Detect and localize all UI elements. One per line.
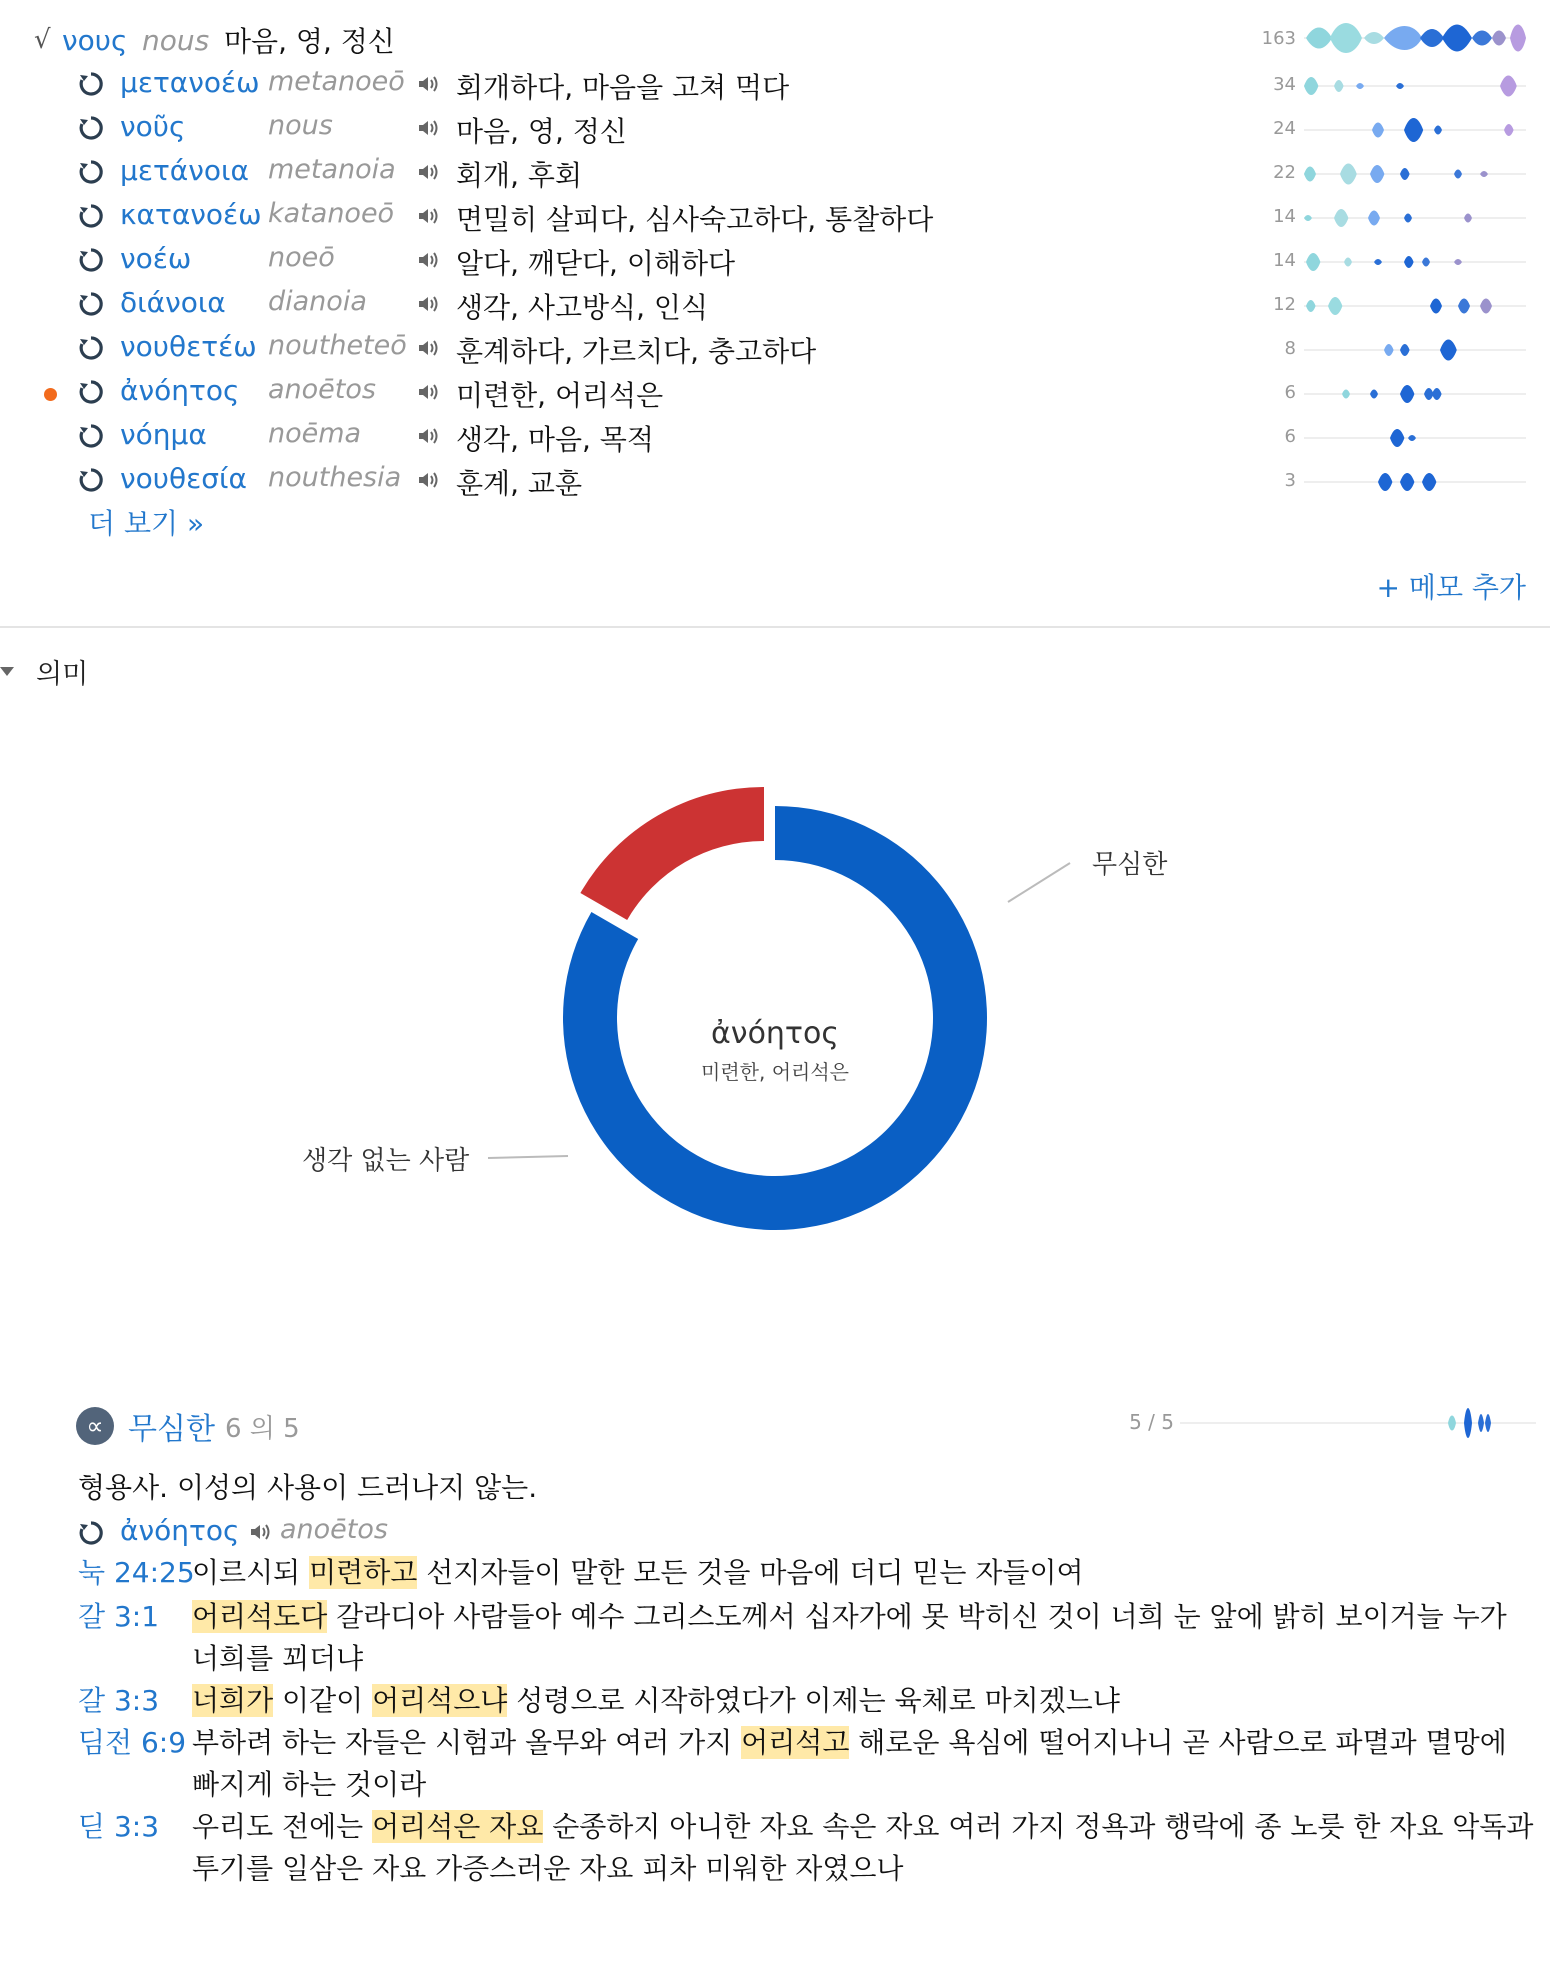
word-gloss: 면밀히 살피다, 심사숙고하다, 통찰하다 xyxy=(456,203,934,236)
word-gloss: 생각, 사고방식, 인식 xyxy=(456,291,708,324)
word-greek[interactable]: κατανοέω xyxy=(120,198,262,231)
meaning-donut-chart xyxy=(0,700,1550,1320)
word-count: 24 xyxy=(1273,118,1296,139)
word-gloss: 알다, 깨닫다, 이해하다 xyxy=(456,247,736,280)
verse-highlight: 미련하고 xyxy=(309,1556,418,1589)
speaker-icon[interactable] xyxy=(416,468,440,492)
leader-line-0 xyxy=(1008,863,1070,902)
lemma-transliteration: anoētos xyxy=(280,1514,388,1545)
lemma-cycle-icon xyxy=(78,1520,104,1546)
word-transliteration: katanoeō xyxy=(268,198,395,229)
verse-highlight: 어리석도다 xyxy=(192,1600,328,1633)
related-word-row[interactable] xyxy=(0,284,1530,328)
verse-highlight: 어리석고 xyxy=(741,1726,850,1759)
speaker-icon[interactable] xyxy=(416,424,440,448)
related-word-row[interactable] xyxy=(0,108,1530,152)
verse-reference[interactable]: 딤전 6:9 xyxy=(78,1726,187,1759)
word-count: 34 xyxy=(1273,74,1296,95)
verse-reference[interactable]: 갈 3:1 xyxy=(78,1600,160,1633)
verse-reference[interactable]: 눅 24:25 xyxy=(78,1556,195,1589)
section-title: 의미 xyxy=(36,659,89,690)
word-count: 6 xyxy=(1284,426,1296,447)
cycle-icon xyxy=(78,115,104,141)
root-icon: √ xyxy=(34,25,51,55)
sense-name[interactable]: 무심한 xyxy=(128,1412,215,1447)
slice-label-0: 무심한 xyxy=(1092,850,1168,880)
word-count: 14 xyxy=(1273,250,1296,271)
verse-text xyxy=(192,1680,1538,1722)
word-distribution-bar[interactable] xyxy=(1304,284,1526,328)
speaker-icon[interactable] xyxy=(416,160,440,184)
speaker-icon[interactable] xyxy=(416,380,440,404)
speaker-icon[interactable] xyxy=(416,248,440,272)
section-divider xyxy=(0,626,1550,628)
word-transliteration: nous xyxy=(268,110,333,141)
verse-row xyxy=(78,1680,1538,1722)
add-memo-link[interactable]: + 메모 추가 xyxy=(1376,571,1526,604)
root-count: 163 xyxy=(1261,28,1296,49)
verse-segment: 선지자들이 말한 모든 것을 마음에 더디 믿는 자들이여 xyxy=(417,1556,1084,1589)
current-word-dot xyxy=(44,388,57,401)
cycle-icon xyxy=(78,71,104,97)
verse-text xyxy=(192,1806,1538,1890)
slice-label-1: 생각 없는 사람 xyxy=(302,1146,470,1176)
word-transliteration: nouthesia xyxy=(268,462,402,493)
verse-segment: 우리도 전에는 xyxy=(192,1810,373,1843)
word-transliteration: noēma xyxy=(268,418,362,449)
word-distribution-bar[interactable] xyxy=(1304,372,1526,416)
word-gloss: 마음, 영, 정신 xyxy=(456,115,627,148)
related-word-row[interactable] xyxy=(0,416,1530,460)
cycle-icon xyxy=(78,423,104,449)
sense-position: 6 의 5 xyxy=(224,1413,300,1444)
cycle-icon xyxy=(78,159,104,185)
related-word-row[interactable] xyxy=(0,196,1530,240)
cycle-icon xyxy=(78,379,104,405)
word-gloss: 회개, 후회 xyxy=(456,159,582,192)
donut-slice-1[interactable] xyxy=(580,787,764,920)
verse-highlight: 어리석은 자요 xyxy=(372,1810,544,1843)
verse-segment: 성령으로 시작하였다가 이제는 육체로 마치겠느냐 xyxy=(507,1684,1120,1717)
word-transliteration: noeō xyxy=(268,242,335,273)
donut-center-subtitle: 미련한, 어리석은 xyxy=(701,1060,849,1084)
collapse-triangle-icon[interactable] xyxy=(0,667,14,676)
word-count: 3 xyxy=(1284,470,1296,491)
sense-fraction: 5 / 5 xyxy=(1129,1410,1174,1434)
word-transliteration: anoētos xyxy=(268,374,376,405)
related-word-row[interactable] xyxy=(0,152,1530,196)
cycle-icon xyxy=(78,203,104,229)
related-word-row[interactable] xyxy=(0,372,1530,416)
verse-segment: 갈라디아 사람들아 예수 그리스도께서 십자가에 못 박히신 것이 너희 눈 앞에 밝히 보이거늘 누가 너희를 꾀더냐 xyxy=(192,1600,1507,1675)
speaker-icon[interactable] xyxy=(416,204,440,228)
speaker-icon[interactable] xyxy=(416,116,440,140)
verse-segment: 순종하지 아니한 자요 속은 자요 여러 가지 정욕과 행락에 종 노릇 한 자요 악독과 투기를 일삼은 자요 가증스러운 자요 피차 미워한 자였으나 xyxy=(192,1810,1534,1885)
word-count: 8 xyxy=(1284,338,1296,359)
verse-reference[interactable]: 갈 3:3 xyxy=(78,1684,160,1717)
word-distribution-bar[interactable] xyxy=(1304,152,1526,196)
related-word-row[interactable] xyxy=(0,328,1530,372)
verse-segment: 해로운 욕심에 떨어지나니 곧 사람으로 파멸과 멸망에 빠지게 하는 것이라 xyxy=(192,1726,1507,1801)
cycle-icon xyxy=(78,335,104,361)
verse-row xyxy=(78,1806,1538,1890)
verse-highlight: 너희가 xyxy=(192,1684,274,1717)
related-word-row[interactable] xyxy=(0,64,1530,108)
donut-svg xyxy=(0,700,1550,1320)
word-greek[interactable]: ἀνόητος xyxy=(120,374,240,407)
word-greek[interactable]: μετανοέω xyxy=(120,66,260,99)
cycle-icon xyxy=(78,467,104,493)
cycle-icon xyxy=(78,247,104,273)
word-count: 12 xyxy=(1273,294,1296,315)
verse-text xyxy=(192,1596,1538,1680)
word-gloss: 미련한, 어리석은 xyxy=(456,379,664,412)
speaker-icon[interactable] xyxy=(248,1520,272,1544)
verse-text xyxy=(192,1722,1538,1806)
related-word-row[interactable] xyxy=(0,460,1530,504)
word-greek[interactable]: μετάνοια xyxy=(120,154,249,187)
word-gloss: 생각, 마음, 목적 xyxy=(456,423,654,456)
lemma-greek[interactable]: ἀνόητος xyxy=(120,1514,240,1547)
word-transliteration: metanoeō xyxy=(268,66,405,97)
word-greek[interactable]: νοέω xyxy=(120,242,192,275)
word-greek[interactable]: νουθεσία xyxy=(120,462,247,495)
sense-icon: ∝ xyxy=(76,1407,114,1445)
word-greek[interactable]: νόημα xyxy=(120,418,207,451)
sense-distribution-bar[interactable] xyxy=(1180,1400,1536,1446)
word-distribution-bar[interactable] xyxy=(1304,240,1526,284)
verse-text xyxy=(192,1552,1538,1594)
word-transliteration: metanoia xyxy=(268,154,396,185)
section-header-meaning[interactable] xyxy=(0,652,88,691)
word-greek[interactable]: νουθετέω xyxy=(120,330,257,363)
verse-segment: 부하려 하는 자들은 시험과 올무와 여러 가지 xyxy=(192,1726,742,1759)
word-distribution-bar[interactable] xyxy=(1304,64,1526,108)
speaker-icon[interactable] xyxy=(416,292,440,316)
related-word-row[interactable] xyxy=(0,240,1530,284)
word-gloss: 훈계하다, 가르치다, 충고하다 xyxy=(456,335,817,368)
word-distribution-bar[interactable] xyxy=(1304,108,1526,152)
word-distribution-bar[interactable] xyxy=(1304,196,1526,240)
verse-row xyxy=(78,1552,1538,1594)
verse-segment: 이같이 xyxy=(273,1684,373,1717)
word-distribution-bar[interactable] xyxy=(1304,416,1526,460)
verse-reference[interactable]: 딛 3:3 xyxy=(78,1810,160,1843)
cycle-icon xyxy=(78,291,104,317)
verse-row xyxy=(78,1722,1538,1806)
show-more-link[interactable]: 더 보기 » xyxy=(88,507,205,540)
verse-row xyxy=(78,1596,1538,1680)
word-gloss: 훈계, 교훈 xyxy=(456,467,582,500)
verse-segment: 이르시되 xyxy=(192,1556,310,1589)
word-greek[interactable]: διάνοια xyxy=(120,286,226,319)
root-gloss: 마음, 영, 정신 xyxy=(224,25,395,58)
root-transliteration: nous xyxy=(142,23,210,57)
root-word-row[interactable] xyxy=(34,20,395,60)
word-greek[interactable]: νοῦς xyxy=(120,110,186,143)
leader-line-1 xyxy=(488,1156,568,1158)
donut-center-title: ἀνόητος xyxy=(711,1016,839,1051)
sense-lemma-row xyxy=(78,1512,678,1556)
verse-highlight: 어리석으냐 xyxy=(372,1684,508,1717)
word-distribution-bar[interactable] xyxy=(1304,460,1526,504)
root-greek[interactable]: νους xyxy=(62,23,128,57)
speaker-icon[interactable] xyxy=(416,72,440,96)
sense-definition: 형용사. 이성의 사용이 드러나지 않는. xyxy=(78,1471,538,1504)
word-count: 14 xyxy=(1273,206,1296,227)
word-transliteration: noutheteō xyxy=(268,330,407,361)
word-gloss: 회개하다, 마음을 고쳐 먹다 xyxy=(456,71,790,104)
sense-title-row xyxy=(76,1404,300,1448)
word-distribution-bar[interactable] xyxy=(1304,328,1526,372)
word-transliteration: dianoia xyxy=(268,286,367,317)
word-count: 22 xyxy=(1273,162,1296,183)
root-distribution-bar[interactable] xyxy=(1304,16,1526,60)
word-count: 6 xyxy=(1284,382,1296,403)
speaker-icon[interactable] xyxy=(416,336,440,360)
